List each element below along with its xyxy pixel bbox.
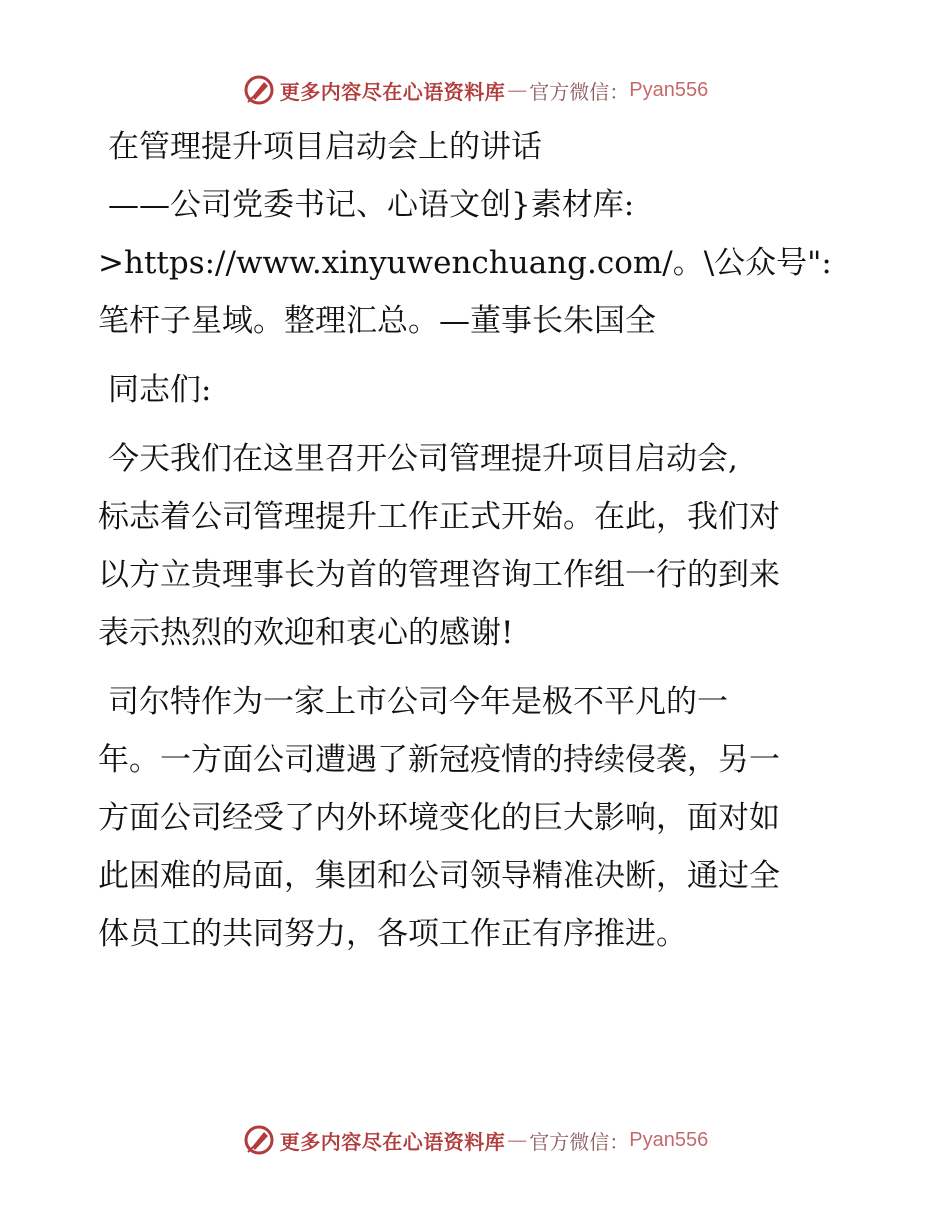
- watermark-footer: [0, 1120, 950, 1160]
- watermark-separator: —: [507, 78, 528, 102]
- paragraph-line: 年。一方面公司遭遇了新冠疫情的持续侵袭，另一: [98, 742, 780, 778]
- paragraph-line: 表示热烈的欢迎和衷心的感谢!: [98, 615, 514, 651]
- pen-nib-logo-icon: [242, 1123, 276, 1157]
- paragraph-line: 标志着公司管理提升工作正式开始。在此，我们对: [98, 499, 780, 535]
- paragraph-line: 今天我们在这里召开公司管理提升项目启动会,: [108, 441, 738, 477]
- paragraph-2: [98, 673, 858, 963]
- paragraph-1: [98, 430, 858, 662]
- paragraph-line: 方面公司经受了内外环境变化的巨大影响，面对如: [98, 800, 780, 836]
- document-title: 在管理提升项目启动会上的讲话: [108, 129, 542, 165]
- watermark-id: Pyan556: [629, 78, 709, 101]
- watermark-separator: —: [507, 1128, 528, 1152]
- watermark-sub-text: 官方微信：: [529, 79, 630, 104]
- subtitle-line: 笔杆子星域。整理汇总。—董事长朱国全: [98, 303, 656, 339]
- pen-nib-logo-icon: [242, 73, 276, 107]
- document-subtitle: [98, 176, 858, 350]
- paragraph-line: 体员工的共同努力，各项工作正有序推进。: [98, 916, 687, 952]
- watermark-id: Pyan556: [629, 1128, 709, 1151]
- watermark-main-text: 更多内容尽在心语资料库: [279, 1129, 506, 1154]
- paragraph-line: 此困难的局面，集团和公司领导精准决断，通过全: [98, 858, 780, 894]
- watermark-main-text: 更多内容尽在心语资料库: [279, 79, 506, 104]
- paragraph-line: 以方立贵理事长为首的管理咨询工作组一行的到来: [98, 557, 780, 593]
- paragraph-line: 司尔特作为一家上市公司今年是极不平凡的一: [108, 684, 728, 720]
- subtitle-line: >https://www.xinyuwenchuang.com/。\公众号":: [98, 245, 832, 281]
- watermark-header: [0, 70, 950, 110]
- document-page: [98, 118, 858, 963]
- watermark-sub-text: 官方微信：: [529, 1129, 630, 1154]
- subtitle-line: ——公司党委书记、心语文创}素材库:: [108, 187, 635, 223]
- greeting: 同志们:: [108, 372, 212, 408]
